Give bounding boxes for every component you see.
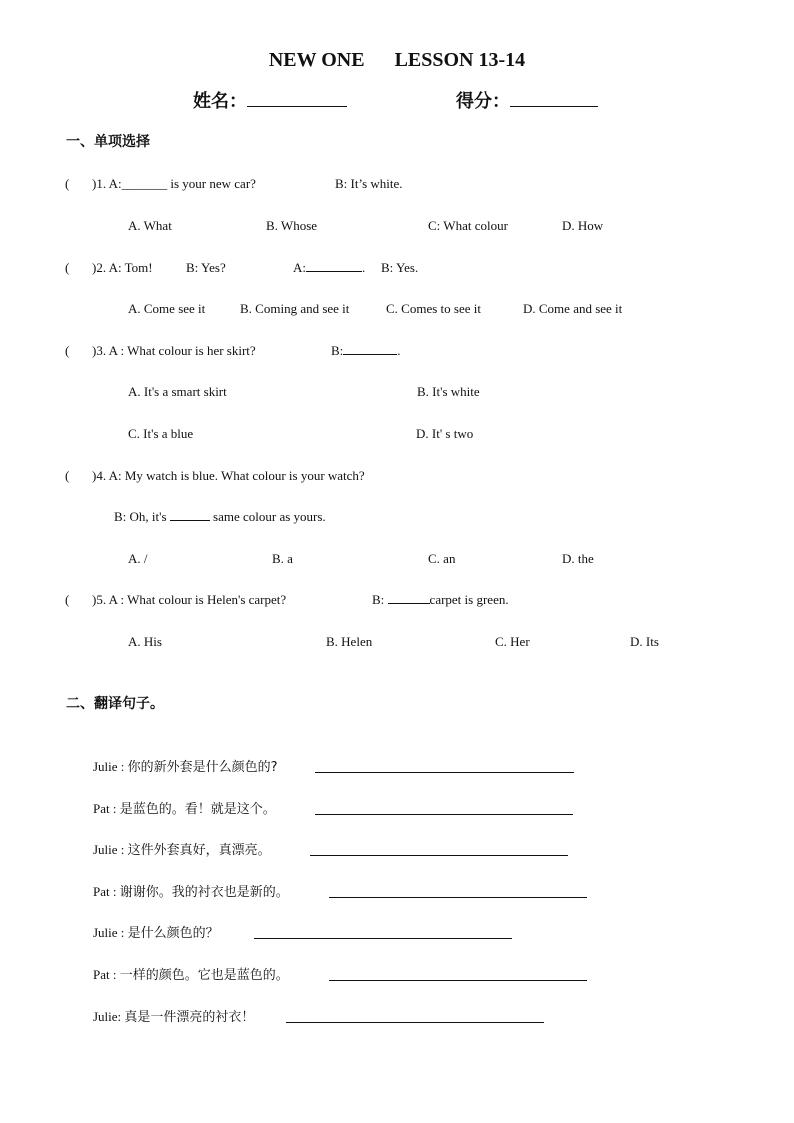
name-blank[interactable]: [247, 106, 347, 107]
q5-option-c: C. Her: [495, 634, 530, 649]
answer-line[interactable]: [286, 1022, 544, 1023]
score-label: 得分：: [456, 91, 510, 111]
q3-answer-b: B: .: [331, 343, 401, 358]
q3-paren: (: [65, 343, 70, 358]
q3-option-a: A. It's a smart skirt: [128, 384, 227, 399]
q4-option-d: D. the: [562, 551, 594, 566]
q1-answer-b: B: It’s white.: [335, 176, 403, 191]
score-blank[interactable]: [510, 106, 598, 107]
q4-answer-b: B: Oh, it's same colour as yours.: [114, 509, 326, 524]
section-1-heading: 一、单项选择: [66, 134, 150, 150]
speaker-label: Julie :: [93, 759, 128, 774]
chinese-sentence: 是蓝色的。看！就是这个。: [119, 802, 276, 817]
q1-blank: _______: [121, 176, 168, 191]
q5-blank[interactable]: [388, 603, 430, 604]
q2-option-c: C. Comes to see it: [386, 301, 481, 316]
section-2-heading: 二、翻译句子。: [66, 696, 164, 712]
chinese-sentence: 这件外套真好，真漂亮。: [127, 843, 271, 858]
answer-line[interactable]: [254, 938, 512, 939]
q3-blank[interactable]: [343, 354, 397, 355]
q4-paren: (: [65, 468, 70, 483]
q5-answer-b: B: carpet is green.: [372, 592, 509, 607]
speaker-label: Pat :: [93, 884, 120, 899]
score-field: [456, 90, 598, 112]
translation-item: [93, 967, 289, 984]
translation-item: [93, 884, 289, 901]
speaker-label: Pat :: [93, 801, 120, 816]
answer-line[interactable]: [310, 855, 568, 856]
chinese-sentence: 真是一件漂亮的衬衣！: [124, 1010, 255, 1025]
q1-question: )1. A:_______ is your new car?: [92, 176, 256, 191]
q5-paren: (: [65, 592, 70, 607]
q4-option-b: B. a: [272, 551, 293, 566]
q1-paren: (: [65, 176, 70, 191]
q1-option-d: D. How: [562, 218, 604, 233]
q5-option-d: D. Its: [630, 634, 659, 649]
name-label: 姓名：: [193, 91, 247, 111]
translation-item: [93, 925, 219, 942]
q2-blank[interactable]: [306, 271, 362, 272]
q3-option-c: C. It's a blue: [128, 426, 194, 441]
q2-answer-b2: B: Yes.: [381, 260, 419, 275]
chinese-sentence: 一样的颜色。它也是蓝色的。: [119, 968, 289, 983]
chinese-sentence: 谢谢你。我的衬衣也是新的。: [119, 885, 289, 900]
q4-question: )4. A: My watch is blue. What colour is your watch?: [92, 468, 365, 483]
q4-option-a: A. /: [128, 551, 148, 566]
q1-option-b: B. Whose: [266, 218, 318, 233]
q2-question: )2. A: Tom!: [92, 260, 153, 275]
chinese-sentence: 你的新外套是什么颜色的?: [127, 760, 278, 775]
q2-answer-b1: B: Yes?: [186, 260, 226, 275]
q5-question: )5. A : What colour is Helen's carpet?: [92, 592, 287, 607]
translation-item: [93, 842, 271, 859]
speaker-label: Julie :: [93, 842, 128, 857]
q5-option-a: A. His: [128, 634, 162, 649]
q3-question: )3. A : What colour is her skirt?: [92, 343, 256, 358]
q4-option-c: C. an: [428, 551, 456, 566]
q2-option-b: B. Coming and see it: [240, 301, 350, 316]
worksheet-title: NEW ONE LESSON 13-14: [268, 49, 526, 71]
chinese-sentence: 是什么颜色的？: [127, 926, 219, 941]
name-field: [193, 90, 347, 112]
answer-line[interactable]: [329, 980, 587, 981]
q3-option-b: B. It's white: [417, 384, 480, 399]
answer-line[interactable]: [329, 897, 587, 898]
answer-line[interactable]: [315, 814, 573, 815]
translation-item: [93, 801, 276, 818]
q2-paren: (: [65, 260, 70, 275]
translation-item: [93, 1009, 254, 1026]
q4-blank[interactable]: [170, 520, 210, 521]
q2-option-a: A. Come see it: [128, 301, 206, 316]
speaker-label: Pat :: [93, 967, 120, 982]
q2-answer-a2: A: .: [293, 260, 366, 275]
translation-item: [93, 759, 278, 776]
q2-option-d: D. Come and see it: [523, 301, 623, 316]
q3-option-d: D. It' s two: [416, 426, 474, 441]
q5-option-b: B. Helen: [326, 634, 373, 649]
speaker-label: Julie :: [93, 925, 128, 940]
q1-option-c: C: What colour: [428, 218, 508, 233]
answer-line[interactable]: [315, 772, 574, 773]
speaker-label: Julie:: [93, 1009, 125, 1024]
q1-option-a: A. What: [128, 218, 172, 233]
